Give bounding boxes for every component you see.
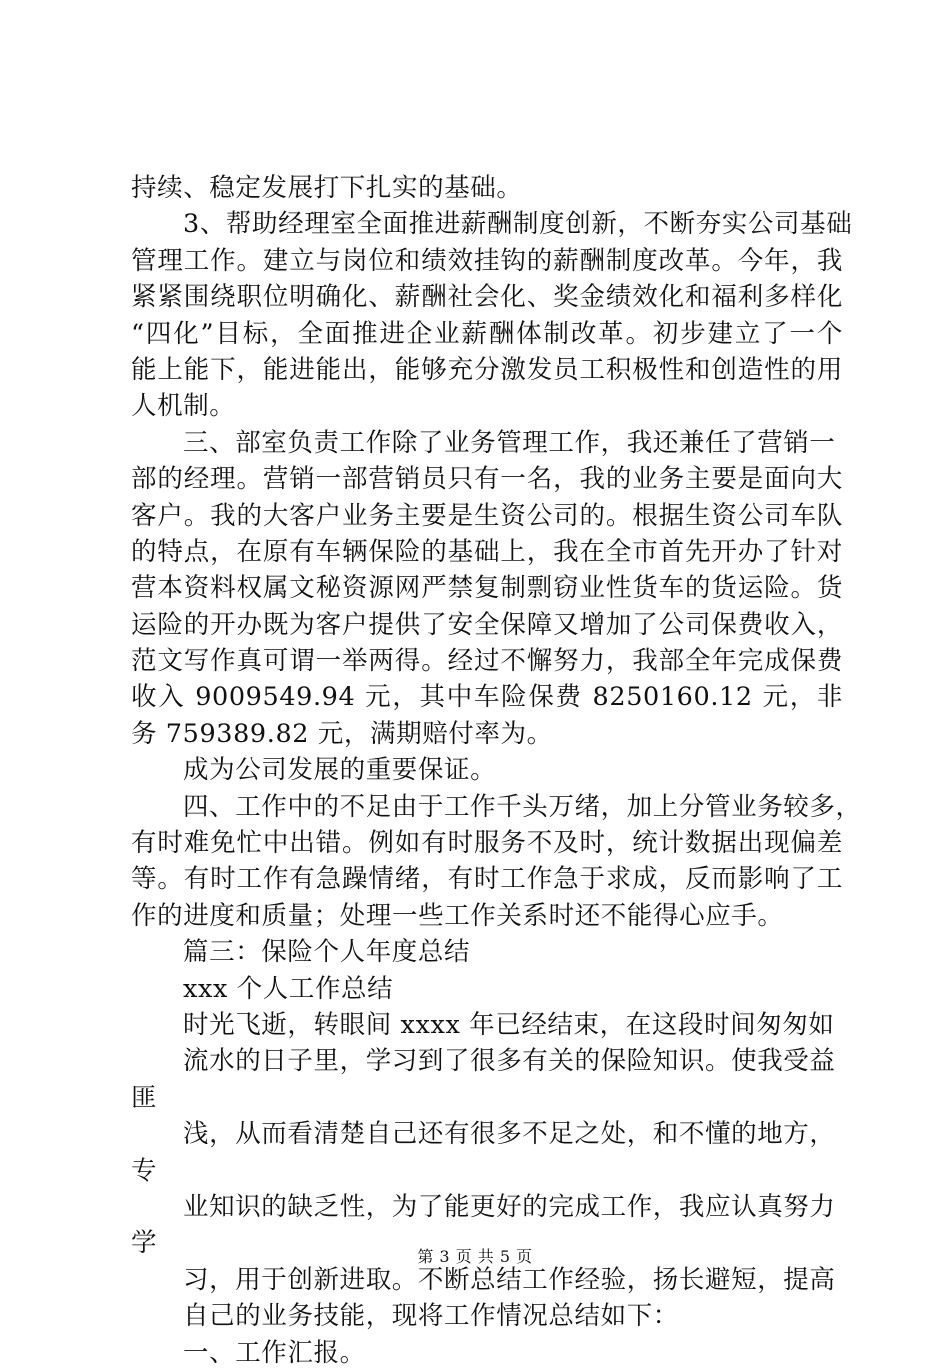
paragraph-line: 三、部室负责工作除了业务管理工作，我还兼任了营销一 [183,427,836,458]
paragraph-line: 业知识的缺乏性，为了能更好的完成工作，我应认真努力 [183,1191,836,1222]
paragraph-line: 运险的开办既为客户提供了安全保障又增加了公司保费收入， [131,609,843,640]
page-number-footer: 第 3 页 共 5 页 [417,1247,533,1266]
section-subheading: xxx 个人工作总结 [183,973,394,1004]
paragraph-line: 有时难免忙中出错。例如有时服务不及时，统计数据出现偏差 [131,828,843,859]
paragraph-line: 习，用于创新进取。不断总结工作经验，扬长避短，提高 [183,1264,836,1295]
paragraph-line: 部的经理。营销一部营销员只有一名，我的业务主要是面向大 [131,464,843,495]
paragraph-line: 管理工作。建立与岗位和绩效挂钩的薪酬制度改革。今年，我 [131,245,843,276]
paragraph-line: 的特点，在原有车辆保险的基础上，我在全市首先开办了针对 [131,536,843,567]
paragraph-line: 自己的业务技能，现将工作情况总结如下： [183,1301,679,1332]
paragraph-line: 时光飞逝，转眼间 xxxx 年已经结束，在这段时间匆匆如 [183,1009,835,1040]
paragraph-line: 等。有时工作有急躁情绪，有时工作急于求成，反而影响了工 [131,864,843,895]
paragraph-line: 持续、稳定发展打下扎实的基础。 [131,173,523,203]
paragraph-line: 收入 9009549.94 元，其中车险保费 8250160.12 元，非 [131,682,843,713]
paragraph-line: 专 [131,1155,158,1186]
paragraph-line: 流水的日子里，学习到了很多有关的保险知识。使我受益 [183,1046,836,1077]
section-heading: 篇三：保险个人年度总结 [183,937,471,968]
paragraph-line: 能上能下，能进能出，能够充分激发员工积极性和创造性的用 [131,354,843,385]
paragraph-line: 成为公司发展的重要保证。 [183,755,497,786]
paragraph-line: 人机制。 [131,391,236,422]
paragraph-line: 紧紧围绕职位明确化、薪酬社会化、奖金绩效化和福利多样化 [131,282,843,313]
paragraph-line: 作的进度和质量；处理一些工作关系时还不能得心应手。 [131,900,784,931]
paragraph-line: 客户。我的大客户业务主要是生资公司的。根据生资公司车队 [131,500,843,531]
paragraph-line: 匪 [131,1082,158,1113]
paragraph-line: 一、工作汇报。 [183,1337,366,1368]
paragraph-line: 3、帮助经理室全面推进薪酬制度创新，不断夯实公司基础 [183,209,853,240]
paragraph-line: 学 [131,1228,158,1259]
paragraph-line: 营本资料权属文秘资源网严禁复制剽窃业性货车的货运险。货 [131,573,843,604]
paragraph-line: 四、工作中的不足由于工作千头万绪，加上分管业务较多， [183,791,862,822]
paragraph-line: 务 759389.82 元，满期赔付率为。 [131,718,553,749]
body-text [131,170,862,1371]
paragraph-line: 浅，从而看清楚自己还有很多不足之处，和不懂的地方， [183,1119,836,1150]
paragraph-line: 范文写作真可谓一举两得。经过不懈努力，我部全年完成保费 [131,646,843,677]
paragraph-line: “四化”目标，全面推进企业薪酬体制改革。初步建立了一个 [131,318,843,349]
